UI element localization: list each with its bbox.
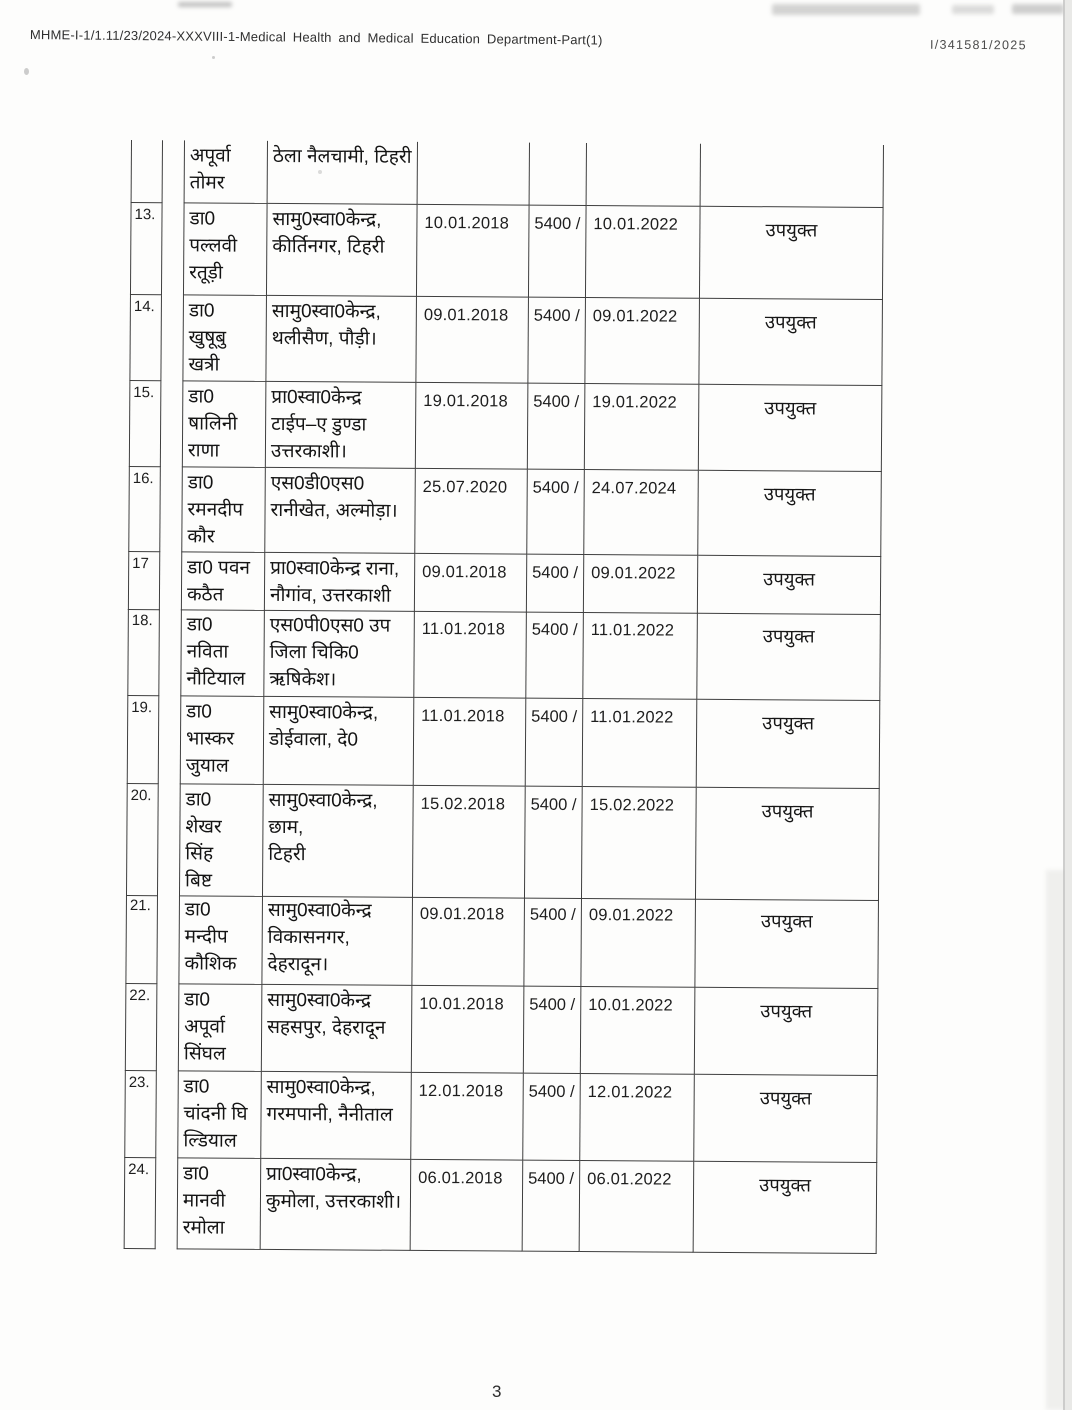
- spacer-cell: [159, 609, 181, 696]
- serial-cell: 16.: [128, 467, 161, 552]
- date-appointed-cell: 10.01.2018: [412, 986, 525, 1074]
- spacer-cell: [157, 894, 179, 984]
- spacer-cell: [162, 203, 184, 295]
- posting-cell: प्रा0स्वा0केन्द्र राना, नौगांव, उत्तरकाशी: [265, 553, 415, 612]
- name-cell: अपूर्वा तोमर: [184, 140, 268, 204]
- grade-pay-cell: 5400 /: [527, 470, 585, 555]
- posting-cell: सामु0स्वा0केन्द्र, गरमपानी, नैनीताल: [261, 1072, 412, 1160]
- serial-cell: 17: [128, 552, 160, 610]
- posting-cell: सामु0स्वा0केन्द्र, छाम, टिहरी: [263, 785, 414, 898]
- scan-smudge: [952, 5, 994, 14]
- posting-cell: एस0डी0एस0 रानीखेत, अल्मोड़ा।: [265, 468, 416, 554]
- grade-pay-cell: 5400 /: [529, 206, 587, 298]
- status-cell: उपयुक्त: [695, 988, 879, 1076]
- name-cell: डा0 मन्दीप कौशिक: [178, 894, 263, 985]
- table-row: [129, 295, 883, 386]
- table-row: [126, 784, 880, 899]
- name-cell: डा0 पवन कठैत: [181, 552, 265, 610]
- table-row: [127, 696, 881, 789]
- status-cell: उपयुक्त: [699, 299, 883, 386]
- scan-smudge: [1012, 4, 1064, 14]
- serial-cell: 24.: [124, 1158, 157, 1249]
- grade-pay-cell: 5400 /: [526, 699, 584, 787]
- date-eligible-cell: 11.01.2022: [583, 699, 698, 788]
- serial-cell: 21.: [125, 894, 158, 984]
- table-row: [128, 467, 882, 557]
- status-cell: उपयुक्त: [700, 207, 884, 300]
- spacer-cell: [156, 1071, 178, 1158]
- officers-table: [124, 140, 884, 1254]
- posting-cell: सामु0स्वा0केन्द्र, कीर्तिनगर, टिहरी: [267, 204, 418, 297]
- grade-pay-cell: 5400 /: [528, 384, 586, 470]
- scan-speck: [212, 56, 215, 59]
- status-cell: उपयुक्त: [694, 1162, 878, 1254]
- spacer-cell: [158, 784, 180, 896]
- name-cell: डा0 अपूर्वा सिंघल: [178, 984, 263, 1072]
- posting-cell: सामु0स्वा0केन्द्र सहसपुर, देहरादून: [262, 985, 413, 1073]
- scan-edge-strip: [1065, 0, 1072, 1410]
- table-row: [125, 984, 879, 1076]
- date-appointed-cell: 09.01.2018: [416, 297, 529, 384]
- serial-cell: 20.: [126, 784, 159, 896]
- date-appointed-cell: 15.02.2018: [413, 786, 526, 899]
- name-cell: डा0 चांदनी घि ल्डियाल: [177, 1071, 262, 1159]
- table-row: [124, 1158, 878, 1254]
- name-cell: डा0 शेखर सिंह बिष्ट: [179, 784, 264, 896]
- date-eligible-cell: 12.01.2022: [580, 1074, 695, 1162]
- table-body: [124, 140, 884, 1254]
- date-eligible-cell: 10.01.2022: [586, 206, 701, 299]
- name-cell: डा0 षालिनी राणा: [182, 381, 267, 468]
- status-cell: [701, 144, 884, 208]
- date-appointed-cell: 09.01.2018: [415, 554, 527, 613]
- posting-cell: सामु0स्वा0केन्द्र, थलीसैण, पौड़ी।: [266, 296, 417, 383]
- spacer-cell: [157, 984, 179, 1071]
- grade-pay-cell: 5400 /: [524, 897, 582, 987]
- serial-cell: 18.: [127, 609, 160, 696]
- date-appointed-cell: 12.01.2018: [411, 1073, 524, 1161]
- date-eligible-cell: 09.01.2022: [585, 298, 700, 385]
- date-appointed-cell: 11.01.2018: [414, 698, 527, 787]
- status-cell: उपयुक्त: [699, 385, 883, 472]
- spacer-cell: [159, 696, 181, 784]
- status-cell: उपयुक्त: [698, 556, 881, 615]
- spacer-cell: [163, 140, 184, 203]
- date-appointed-cell: 06.01.2018: [411, 1160, 524, 1252]
- serial-cell: 13.: [130, 203, 163, 295]
- scan-smudge: [178, 2, 232, 7]
- date-appointed-cell: 10.01.2018: [417, 205, 530, 298]
- name-cell: डा0 पल्लवी रतूड़ी: [183, 203, 268, 296]
- date-eligible-cell: [587, 143, 701, 207]
- date-appointed-cell: 19.01.2018: [416, 383, 529, 470]
- posting-cell: ठेला नैलचामी, टिहरी: [268, 141, 418, 205]
- scan-edge-line: [1063, 0, 1065, 1410]
- status-cell: उपयुक्त: [698, 471, 882, 557]
- name-cell: डा0 भास्कर जुयाल: [180, 696, 265, 785]
- date-eligible-cell: 11.01.2022: [583, 612, 698, 700]
- status-cell: उपयुक्त: [697, 700, 881, 789]
- status-cell: उपयुक्त: [694, 1075, 878, 1163]
- serial-cell: 22.: [125, 984, 158, 1071]
- table-row: [125, 894, 879, 989]
- spacer-cell: [161, 295, 183, 381]
- date-eligible-cell: 19.01.2022: [585, 384, 700, 471]
- page-number: 3: [492, 1382, 502, 1401]
- dispatch-number: I/341581/2025: [929, 37, 1027, 53]
- posting-cell: प्रा0स्वा0केन्द्र टाईप–ए डुण्डा उत्तरकाशी।: [266, 382, 417, 469]
- date-eligible-cell: 09.01.2022: [581, 897, 696, 988]
- date-eligible-cell: 10.01.2022: [581, 987, 696, 1075]
- grade-pay-cell: [530, 143, 587, 206]
- date-eligible-cell: 15.02.2022: [582, 787, 697, 900]
- table-row: [124, 1071, 878, 1163]
- grade-pay-cell: 5400 /: [527, 555, 584, 613]
- serial-cell: 19.: [127, 696, 160, 784]
- spacer-cell: [161, 381, 183, 467]
- serial-cell: 15.: [129, 381, 162, 467]
- spacer-cell: [160, 467, 182, 552]
- grade-pay-cell: 5400 /: [526, 612, 584, 699]
- date-eligible-cell: 24.07.2024: [584, 470, 699, 556]
- grade-pay-cell: 5400 /: [523, 1161, 581, 1252]
- name-cell: डा0 खुषूबु खत्री: [182, 295, 267, 382]
- scan-speck: [24, 68, 29, 75]
- table-row: [131, 140, 884, 208]
- grade-pay-cell: 5400 /: [523, 1074, 581, 1161]
- date-appointed-cell: 25.07.2020: [415, 469, 528, 555]
- date-eligible-cell: 09.01.2022: [584, 555, 698, 614]
- grade-pay-cell: 5400 /: [528, 298, 586, 384]
- scan-smudge: [772, 4, 920, 15]
- status-cell: उपयुक्त: [697, 613, 881, 701]
- status-cell: उपयुक्त: [695, 898, 879, 989]
- posting-cell: सामु0स्वा0केन्द्र, डोईवाला, दे0: [264, 697, 415, 786]
- name-cell: डा0 मानवी रमोला: [177, 1158, 262, 1250]
- date-eligible-cell: 06.01.2022: [580, 1161, 695, 1253]
- grade-pay-cell: 5400 /: [524, 987, 582, 1074]
- serial-cell: 14.: [129, 295, 162, 381]
- date-appointed-cell: 11.01.2018: [414, 611, 527, 699]
- table-row: [129, 381, 883, 472]
- status-cell: उपयुक्त: [696, 788, 880, 901]
- table-row: [127, 609, 881, 701]
- serial-cell: 23.: [124, 1071, 157, 1158]
- date-appointed-cell: 09.01.2018: [412, 896, 525, 987]
- file-reference: MHME-I-1/1.11/23/2024-XXXVIII-1-Medical Health and Medical Education Department-Part(1): [29, 27, 603, 48]
- posting-cell: सामु0स्वा0केन्द्र विकासनगर, देहरादून।: [262, 895, 413, 986]
- posting-cell: प्रा0स्वा0केन्द्र, कुमोला, उत्तरकाशी।: [261, 1159, 412, 1251]
- name-cell: डा0 रमनदीप कौर: [181, 467, 266, 553]
- grade-pay-cell: 5400 /: [525, 787, 583, 899]
- table-row: [130, 203, 884, 300]
- serial-cell: [131, 140, 163, 203]
- date-appointed-cell: [418, 142, 530, 206]
- name-cell: डा0 नविता नौटियाल: [180, 609, 265, 697]
- spacer-cell: [156, 1158, 178, 1249]
- table-row: [128, 552, 881, 614]
- posting-cell: एस0पी0एस0 उप जिला चिकि0 ऋषिकेश।: [264, 610, 415, 698]
- spacer-cell: [160, 552, 181, 610]
